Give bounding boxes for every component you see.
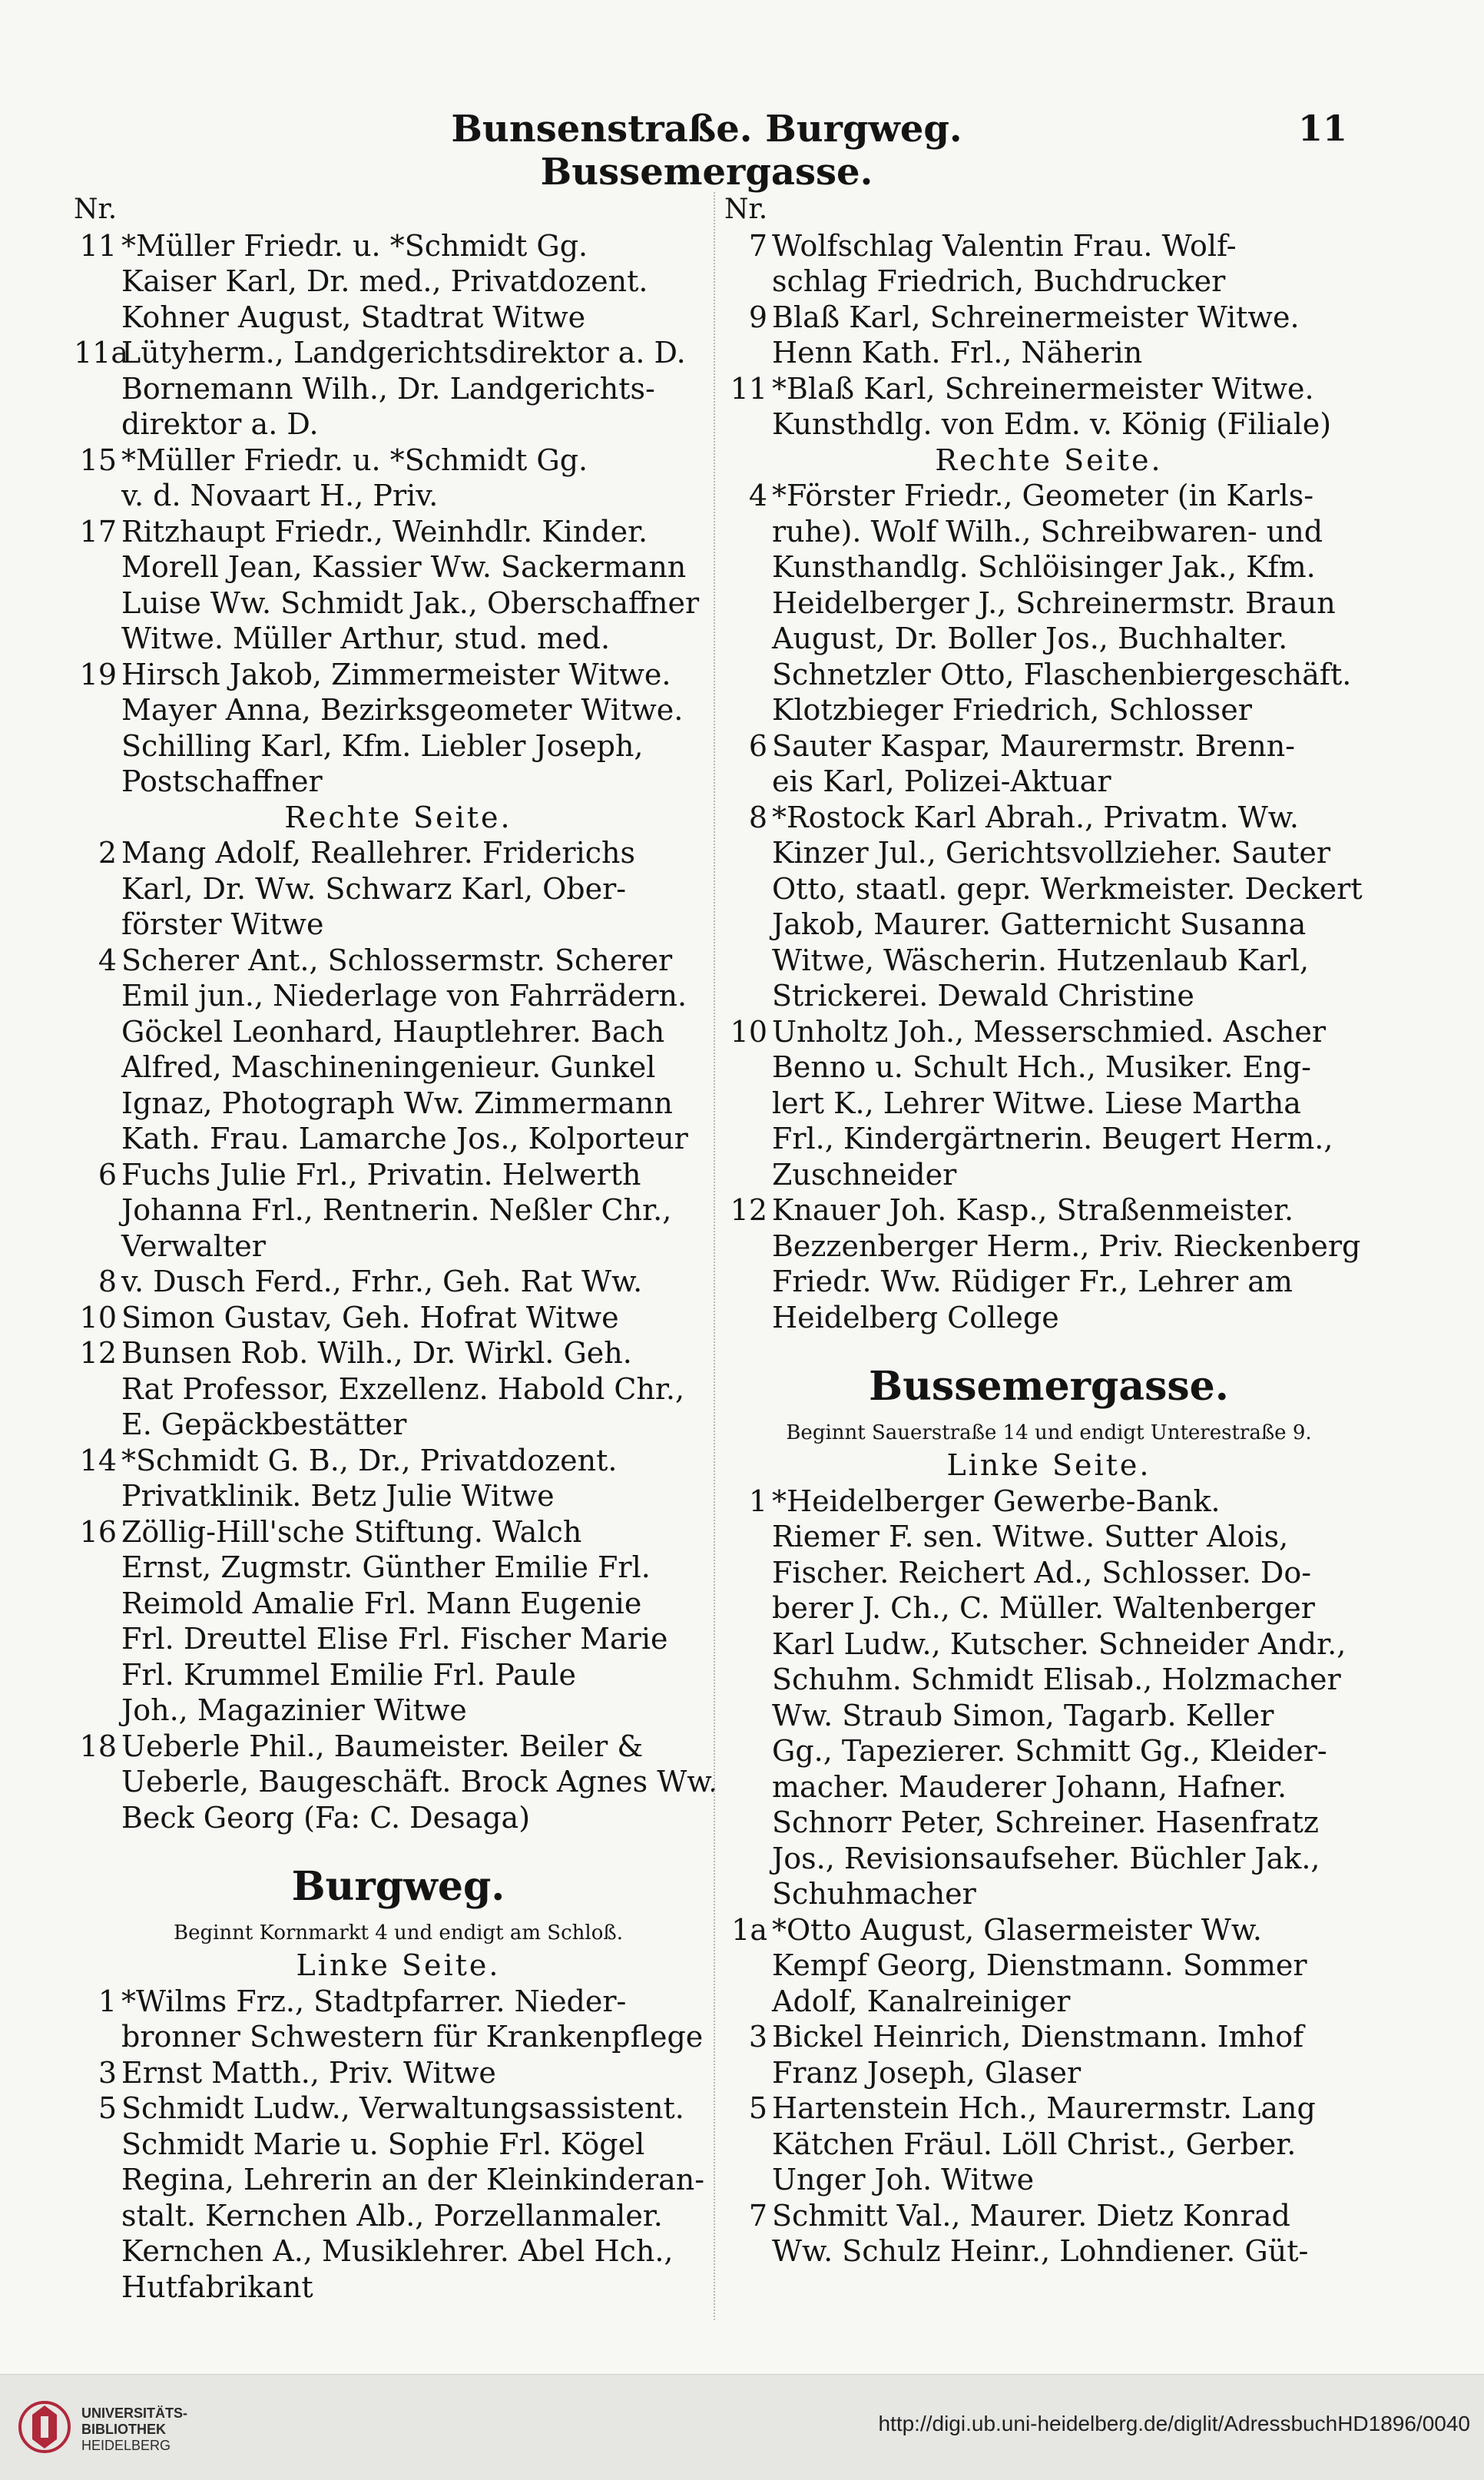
side-heading: Rechte Seite. [935,443,1163,477]
house-number: 9 [748,300,767,334]
entry-continuation: Rat Professor, Exzellenz. Habold Chr., [121,1371,685,1406]
entry-continuation: ruhe). Wolf Wilh., Schreibwaren- und [772,514,1323,549]
house-number: 5 [748,2091,767,2125]
entry-continuation: lert K., Lehrer Witwe. Liese Martha [772,1086,1301,1120]
address-entry [724,300,1373,336]
entry-continuation: Reimold Amalie Frl. Mann Eugenie [121,1586,642,1620]
resident-text: Mang Adolf, Reallehrer. Friderichs [121,836,636,870]
entry-continuation: Frl. Krummel Emilie Frl. Paule [121,1657,576,1692]
entry-continuation: Hutfabrikant [121,2269,313,2304]
address-entry [724,2019,1373,2055]
entry-continuation: Kohner August, Stadtrat Witwe [121,300,586,334]
house-number: 15 [79,443,117,477]
address-entry [74,1335,723,1371]
address-entry [74,443,723,479]
resident-text: Fuchs Julie Frl., Privatin. Helwerth [121,1157,641,1192]
house-number: 8 [748,800,767,834]
side-heading: Rechte Seite. [284,800,512,834]
address-entry [74,514,723,550]
resident-text: Schmitt Val., Maurer. Dietz Konrad [772,2198,1290,2233]
entry-continuation: Klotzbieger Friedrich, Schlosser [772,693,1252,727]
entry-continuation: schlag Friedrich, Buchdrucker [772,264,1226,298]
house-number: 3 [748,2020,767,2054]
house-number: 10 [79,1300,117,1334]
entry-continuation: Bornemann Wilh., Dr. Landgerichts- [121,371,655,406]
entry-continuation: Kempf Georg, Dienstmann. Sommer [772,1948,1307,1982]
house-number: 6 [748,728,767,763]
entry-continuation: Göckel Leonhard, Hauptlehrer. Bach [121,1014,665,1049]
address-entry [724,1192,1373,1228]
address-entry [74,1300,723,1336]
resident-text: Bunsen Rob. Wilh., Dr. Wirkl. Geh. [121,1336,632,1370]
address-entry [724,1014,1373,1050]
entry-continuation: Beck Georg (Fa: C. Desaga) [121,1800,531,1835]
side-heading: Linke Seite. [296,1948,501,1982]
running-head [0,108,1484,194]
house-number: 7 [748,2198,767,2233]
entry-continuation: Ignaz, Photograph Ww. Zimmermann [121,1086,673,1120]
resident-text: Blaß Karl, Schreinermeister Witwe. [772,300,1300,334]
resident-text: Wolfschlag Valentin Frau. Wolf- [772,228,1237,263]
house-number: 10 [730,1014,767,1049]
entry-continuation: stalt. Kernchen Alb., Porzellanmaler. [121,2198,663,2233]
entry-continuation: August, Dr. Boller Jos., Buchhalter. [772,622,1288,655]
entry-continuation: Ueberle, Baugeschäft. Brock Agnes Ww. [121,1765,718,1799]
resident-text: *Otto August, Glasermeister Ww. [772,1912,1262,1947]
entry-continuation: Unger Joh. Witwe [772,2163,1035,2197]
library-logo-text: UNIVERSITÄTS- BIBLIOTHEK HEIDELBERG [81,2405,188,2453]
address-entry [74,228,723,264]
resident-text: Scherer Ant., Schlossermstr. Scherer [121,943,673,977]
page-number: 11 [1298,108,1348,149]
entry-continuation: Zuschneider [772,1157,957,1192]
entry-continuation: Verwalter [121,1228,266,1263]
entry-continuation: Heidelberger J., Schreinermstr. Braun [772,585,1336,620]
entry-continuation: macher. Mauderer Johann, Hafner. [772,1769,1287,1804]
entry-continuation: Alfred, Maschineningenieur. Gunkel [121,1050,656,1084]
address-entry [74,943,723,979]
entry-continuation: direktor a. D. [121,407,319,441]
entry-continuation: Witwe. Müller Arthur, stud. med. [121,622,611,655]
address-entry [724,228,1373,264]
entry-continuation: Kath. Frau. Lamarche Jos., Kolporteur [121,1122,688,1155]
entry-continuation: Mayer Anna, Bezirksgeometer Witwe. [121,693,684,727]
resident-text: Ernst Matth., Priv. Witwe [121,2055,496,2090]
entry-continuation: Heidelberg College [772,1300,1059,1334]
house-number: 4 [98,943,117,977]
resident-text: Sauter Kaspar, Maurermstr. Brenn- [772,728,1296,763]
house-number: 16 [79,1514,117,1549]
address-entry [74,657,723,693]
entry-continuation: Benno u. Schult Hch., Musiker. Eng- [772,1050,1311,1084]
address-entry [724,1912,1373,1948]
number-column-label: Nr. [74,194,118,225]
house-number: 4 [748,479,767,512]
address-entry [74,1514,723,1550]
entry-continuation: Schnetzler Otto, Flaschenbiergeschäft. [772,657,1352,691]
entry-continuation: Kätchen Fräul. Löll Christ., Gerber. [772,2127,1297,2161]
resident-text: Unholtz Joh., Messerschmied. Ascher [772,1014,1327,1049]
house-number: 11 [79,228,117,263]
address-entry [74,2090,723,2127]
entry-continuation: Bezzenberger Herm., Priv. Rieckenberg [772,1228,1361,1263]
address-entry [724,2198,1373,2234]
entry-continuation: Franz Joseph, Glaser [772,2055,1082,2090]
page-title: Bunsenstraße. Burgweg. Bussemergasse. [451,108,962,194]
entry-continuation: Emil jun., Niederlage von Fahrrädern. [121,979,687,1013]
street-range-note: Beginnt Sauerstraße 14 und endigt Unterestraße 9. [786,1421,1312,1444]
address-entry [724,371,1373,407]
entry-continuation: E. Gepäckbestätter [121,1407,407,1441]
house-number: 11a [74,336,129,370]
house-number: 1 [748,1484,767,1518]
resident-text: Schmidt Ludw., Verwaltungsassistent. [121,2091,684,2125]
house-number: 1a [731,1912,767,1947]
entry-continuation: Karl Ludw., Kutscher. Schneider Andr., [772,1626,1347,1661]
entry-continuation: Frl. Dreuttel Elise Frl. Fischer Marie [121,1622,668,1656]
resident-text: *Schmidt G. B., Dr., Privatdozent. [121,1443,618,1477]
entry-continuation: Otto, staatl. gepr. Werkmeister. Deckert [772,871,1363,906]
left-column [74,192,723,2328]
address-entry [724,1484,1373,1520]
entry-continuation: Gg., Tapezierer. Schmitt Gg., Kleider- [772,1734,1327,1768]
source-url[interactable]: http://digi.ub.uni-heidelberg.de/diglit/AdressbuchHD1896/0040 [878,2412,1470,2435]
entry-continuation: Witwe, Wäscherin. Hutzenlaub Karl, [772,943,1310,977]
entry-continuation: Privatklinik. Betz Julie Witwe [121,1479,555,1513]
resident-text: Hartenstein Hch., Maurermstr. Lang [772,2091,1316,2125]
number-column-label: Nr. [724,194,768,225]
entry-continuation: v. d. Novaart H., Priv. [121,479,439,512]
house-number: 2 [98,836,117,870]
entry-continuation: Johanna Frl., Rentnerin. Neßler Chr., [121,1193,672,1227]
entry-continuation: Schuhmacher [772,1877,976,1911]
entry-continuation: Kaiser Karl, Dr. med., Privatdozent. [121,264,648,298]
street-heading: Burgweg. [291,1863,505,1910]
address-entry [74,1984,723,2020]
entry-continuation: Schmidt Marie u. Sophie Frl. Kögel [121,2127,645,2161]
entry-continuation: Ernst, Zugmstr. Günther Emilie Frl. [121,1550,651,1584]
address-entry [724,800,1373,836]
address-entry [724,478,1373,514]
resident-text: *Wilms Frz., Stadtpfarrer. Nieder- [121,1984,627,2018]
address-entry [74,335,723,371]
entry-continuation: Jos., Revisionsaufseher. Büchler Jak., [772,1841,1320,1875]
address-entry [74,1443,723,1479]
entry-continuation: Postschaffner [121,764,323,798]
house-number: 18 [79,1729,117,1763]
entry-continuation: berer J. Ch., C. Müller. Waltenberger [772,1591,1315,1625]
street-range-note: Beginnt Kornmarkt 4 und endigt am Schloß. [173,1921,624,1945]
entry-continuation: Morell Jean, Kassier Ww. Sackermann [121,550,687,584]
entry-continuation: Friedr. Ww. Rüdiger Fr., Lehrer am [772,1265,1293,1298]
house-number: 19 [79,657,117,691]
entry-continuation: bronner Schwestern für Krankenpflege [121,2020,704,2054]
entry-continuation: Jakob, Maurer. Gatternicht Susanna [772,907,1307,941]
house-number: 14 [79,1443,117,1477]
resident-text: Lütyherm., Landgerichtsdirektor a. D. [121,336,686,370]
resident-text: *Müller Friedr. u. *Schmidt Gg. [121,443,588,477]
resident-text: Ritzhaupt Friedr., Weinhdlr. Kinder. [121,514,648,549]
resident-text: *Rostock Karl Abrah., Privatm. Ww. [772,800,1299,834]
address-entry [724,728,1373,764]
house-number: 6 [98,1157,117,1192]
address-entry [74,2055,723,2091]
entry-continuation: Henn Kath. Frl., Näherin [772,336,1143,370]
house-number: 12 [730,1193,767,1227]
address-entry [74,1157,723,1193]
university-seal-icon [17,2392,72,2462]
entry-continuation: Karl, Dr. Ww. Schwarz Karl, Ober- [121,871,627,906]
house-number: 1 [98,1984,117,2018]
resident-text: Bickel Heinrich, Dienstmann. Imhof [772,2020,1304,2054]
resident-text: v. Dusch Ferd., Frhr., Geh. Rat Ww. [121,1265,643,1298]
entry-continuation: Kinzer Jul., Gerichtsvollzieher. Sauter [772,836,1331,870]
resident-text: Simon Gustav, Geh. Hofrat Witwe [121,1300,619,1334]
house-number: 3 [98,2055,117,2090]
right-column [724,192,1373,2328]
entry-continuation: Schnorr Peter, Schreiner. Hasenfratz [772,1805,1319,1839]
entry-continuation: Regina, Lehrerin an der Kleinkinderan- [121,2163,705,2197]
house-number: 12 [79,1336,117,1370]
entry-continuation: Adolf, Kanalreiniger [772,1984,1071,2018]
address-entry [74,1264,723,1300]
resident-text: Zöllig-Hill'sche Stiftung. Walch [121,1514,582,1549]
address-entry [74,1729,723,1765]
address-entry [724,2090,1373,2127]
entry-continuation: Ww. Schulz Heinr., Lohndiener. Güt- [772,2234,1309,2268]
entry-continuation: Kunsthdlg. von Edm. v. König (Filiale) [772,407,1332,441]
entry-continuation: Schilling Karl, Kfm. Liebler Joseph, [121,728,644,763]
entry-continuation: förster Witwe [121,907,324,941]
entry-continuation: Luise Ww. Schmidt Jak., Oberschaffner [121,585,700,620]
entry-continuation: Schuhm. Schmidt Elisab., Holzmacher [772,1663,1341,1696]
street-heading: Bussemergasse. [869,1363,1229,1410]
resident-text: *Müller Friedr. u. *Schmidt Gg. [121,228,588,263]
house-number: 11 [730,371,767,406]
entry-continuation: Ww. Straub Simon, Tagarb. Keller [772,1698,1274,1732]
viewer-footer [0,2374,1484,2480]
resident-text: *Blaß Karl, Schreinermeister Witwe. [772,371,1314,406]
house-number: 7 [748,228,767,263]
resident-text: Knauer Joh. Kasp., Straßenmeister. [772,1193,1294,1227]
side-heading: Linke Seite. [946,1448,1151,1482]
resident-text: Hirsch Jakob, Zimmermeister Witwe. [121,657,671,691]
resident-text: Ueberle Phil., Baumeister. Beiler & [121,1729,644,1763]
entry-continuation: Kernchen A., Musiklehrer. Abel Hch., [121,2234,674,2268]
entry-continuation: eis Karl, Polizei-Aktuar [772,764,1111,798]
column-divider [714,192,715,2320]
house-number: 5 [98,2091,117,2125]
resident-text: *Heidelberger Gewerbe-Bank. [772,1484,1221,1518]
entry-continuation: Strickerei. Dewald Christine [772,979,1194,1013]
house-number: 8 [98,1265,117,1298]
entry-continuation: Fischer. Reichert Ad., Schlosser. Do- [772,1555,1312,1590]
resident-text: *Förster Friedr., Geometer (in Karls- [772,479,1314,512]
entry-continuation: Joh., Magazinier Witwe [121,1693,467,1727]
house-number: 17 [79,514,117,549]
entry-continuation: Riemer F. sen. Witwe. Sutter Alois, [772,1520,1289,1553]
entry-continuation: Frl., Kindergärtnerin. Beugert Herm., [772,1122,1333,1155]
address-entry [74,835,723,871]
entry-continuation: Kunsthandlg. Schlöisinger Jak., Kfm. [772,550,1316,584]
